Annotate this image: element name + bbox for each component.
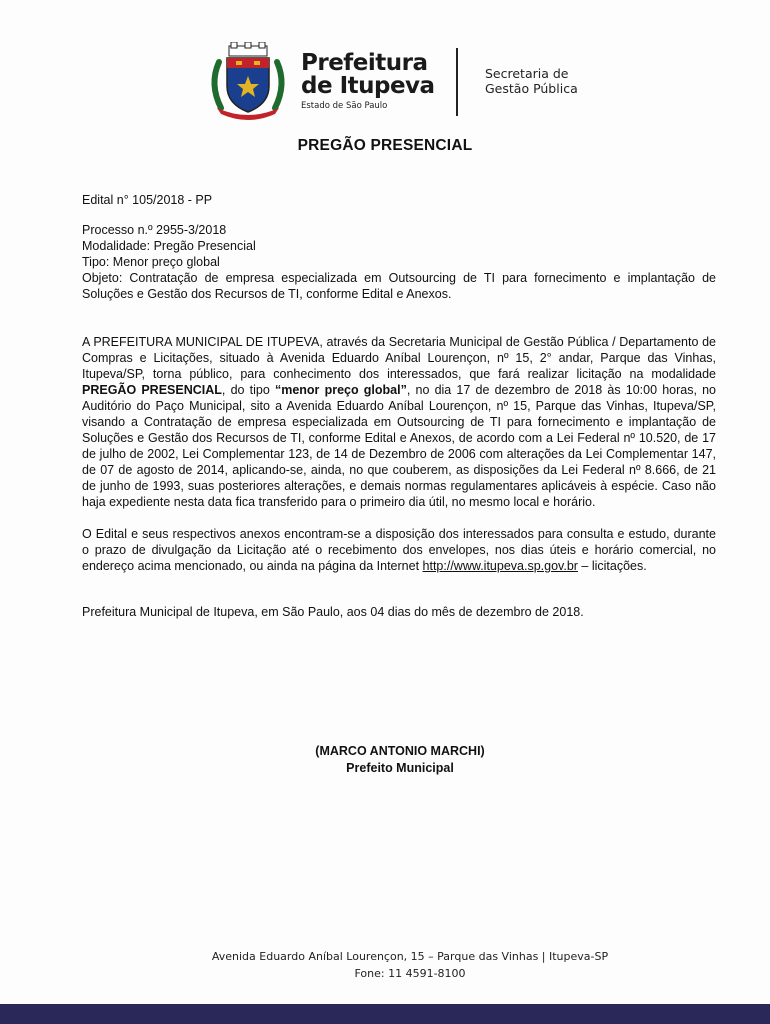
closing-line: Prefeitura Municipal de Itupeva, em São Paulo, aos 04 dias do mês de dezembro de 2018. xyxy=(82,605,584,619)
department-line1: Secretaria de xyxy=(485,66,569,81)
body1-text-a: A PREFEITURA MUNICIPAL DE ITUPEVA, através da Secretaria Municipal de Gestão Pública / Departamento de Compras e Licitações, situado à Avenida Eduardo Aníbal Lourençon, nº 15, 2° andar, Parque das Vinhas, Itupeva/SP, torna público, para conhecimento dos interessados, que fará realizar licitação na modalidade xyxy=(82,335,716,381)
body-paragraph-1 xyxy=(82,334,716,510)
brand-state: Estado de São Paulo xyxy=(301,101,388,111)
brand-block xyxy=(301,52,435,111)
body2-text-a: O Edital e seus respectivos anexos encontram-se a disposição dos interessados para consulta e estudo, durante o prazo de divulgação da Licitação até o recebimento dos envelopes, nos dias úteis e horário comercial, no endereço acima mencionado, ou ainda na página da Internet xyxy=(82,527,716,573)
document-title: PREGÃO PRESENCIAL xyxy=(297,137,473,154)
document-body xyxy=(82,192,716,620)
signature-block xyxy=(0,743,770,777)
body1-tipo-bold: “menor preço global” xyxy=(274,383,407,397)
header-divider xyxy=(456,48,458,116)
modalidade: Modalidade: Pregão Presencial xyxy=(82,239,256,253)
body1-text-b: , do tipo xyxy=(221,383,275,397)
processo-number: Processo n.º 2955-3/2018 xyxy=(82,223,227,237)
body1-text-c: , no dia 17 de dezembro de 2018 às 10:00 horas, no Auditório do Paço Municipal, sito a Avenida Eduardo Aníbal Lourençon, nº 15, Parque das Vinhas, Itupeva/SP, visando a Contratação de empresa especializada em Outsourcing de TI para fornecimento e implantação de Soluções e Gestão dos Recursos de TI, conforme Edital e Anexos, de acordo com a Lei Federal nº 10.520, de 17 de julho de 2002, Lei Complementar 123, de 14 de Dezembro de 2006 com alterações da Lei Complementar 147, de 07 de agosto de 2014, aplicando-se, ainda, no que couberem, as disposições da Lei Federal nº 8.666, de 21 de junho de 1993, suas posteriores alterações, e demais normas regulamentares aplicáveis à espécie. Caso não haja expediente nesta data fica transferido para o primeiro dia útil, no mesmo local e horário. xyxy=(82,383,717,509)
department-line2: Gestão Pública xyxy=(485,81,578,96)
footer-color-bar xyxy=(0,1004,770,1024)
signature-title: Prefeito Municipal xyxy=(346,761,454,775)
brand-name-line1: Prefeitura xyxy=(301,50,428,76)
website-link[interactable]: http://www.itupeva.sp.gov.br xyxy=(422,559,578,573)
objeto: Objeto: Contratação de empresa especializada em Outsourcing de TI para fornecimento e implantação de Soluções e Gestão dos Recursos de TI, conforme Edital e Anexos. xyxy=(82,271,716,301)
footer-address: Avenida Eduardo Aníbal Lourençon, 15 – Parque das Vinhas | Itupeva-SP xyxy=(211,950,609,963)
body2-text-b: – licitações. xyxy=(577,559,647,573)
letterhead xyxy=(205,42,605,122)
footer xyxy=(0,948,770,982)
municipal-coat-of-arms-icon xyxy=(205,42,291,120)
department-block xyxy=(485,66,578,96)
tipo: Tipo: Menor preço global xyxy=(82,255,220,269)
body1-modalidade-bold: PREGÃO PRESENCIAL xyxy=(82,383,222,397)
body-paragraph-2 xyxy=(82,526,716,574)
edital-number: Edital n° 105/2018 - PP xyxy=(82,193,213,207)
brand-name-line2: de Itupeva xyxy=(301,73,435,99)
signature-name: (MARCO ANTONIO MARCHI) xyxy=(315,744,485,758)
footer-phone: Fone: 11 4591-8100 xyxy=(354,967,466,980)
